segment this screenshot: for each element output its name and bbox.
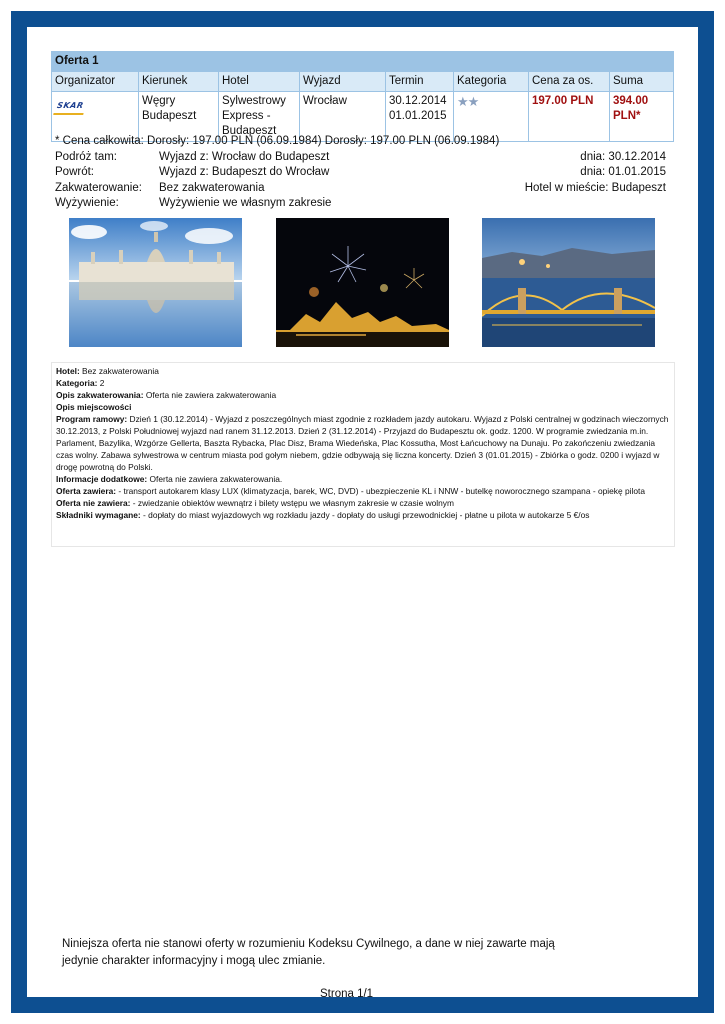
total-currency: PLN* — [613, 110, 641, 122]
offer-details — [51, 362, 675, 547]
header-organizer: Organizator — [52, 72, 139, 92]
outbound-date: dnia: 30.12.2014 — [580, 150, 666, 163]
total-price-note — [55, 134, 670, 150]
detail-category: Kategoria: 2 — [56, 378, 105, 388]
hotel-line-2: Express - — [222, 110, 271, 122]
term-end: 01.01.2015 — [389, 110, 447, 122]
fireworks-photo — [276, 218, 449, 347]
detail-hotel: Hotel: Bez zakwaterowania — [56, 366, 159, 376]
return-date: dnia: 01.01.2015 — [580, 166, 666, 179]
trip-summary — [55, 134, 670, 212]
meals-value: Wyżywienie we własnym zakresie — [159, 197, 332, 210]
hotel-line-3: Budapeszt — [222, 125, 277, 137]
total-price-note-text: * Cena całkowita: Dorosły: 197.00 PLN (06.09.1984) Dorosły: 197.00 PLN (06.09.1984) — [55, 135, 500, 147]
chain-bridge-photo — [482, 218, 655, 347]
detail-accommodation: Opis zakwaterowania: Oferta nie zawiera zakwaterowania — [56, 390, 277, 400]
header-total: Suma — [610, 72, 674, 92]
offer-table — [51, 51, 674, 142]
direction-city: Budapeszt — [142, 110, 197, 122]
page-number: Strona 1/1 — [320, 988, 374, 1000]
detail-includes: Oferta zawiera: - transport autokarem klasy LUX (klimatyzacja, barek, WC, DVD) - ubezpieczenie KL i NNW - butelkę noworocznego szampana - opiekę pilota — [56, 486, 645, 496]
detail-program: Program ramowy: Dzień 1 (30.12.2014) - Wyjazd z poszczególnych miast zgodnie z rozkładem jazdy autokaru. Wyjazd z Polski centralnej w godzinach wieczornych 30.12.2013, z Polski Południowej wyjazd nad ranem 31.12.2013. Dzień 2 (31.12.2014) - Przyjazd do Budapesztu ok. godz. 1200. W programie zwiedzania m.in. Parlament, Bazylika, Wzgórze Gellerta, Baszta Rybacka, Plac Disz, Brama Wiedeńska, Plac Kossutha, Most Łańcuchowy na Dunaju. Po zakończeniu zwiedzania czas wolny. Zabawa sylwestrowa w centrum miasta pod gołym niebem, gdzie odbywają się liczna koncerty. Dzień 3 (01.01.2015) - Zbiórka o godz. 0200 i wyjazd w drogę powrotną do Polski. — [56, 414, 669, 472]
meals-row — [55, 196, 670, 212]
price-per-person: 197.00 PLN — [529, 92, 610, 142]
detail-place-heading: Opis miejscowości — [56, 402, 132, 412]
offer-title: Oferta 1 — [52, 52, 674, 72]
disclaimer: Niniejsza oferta nie stanowi oferty w rozumieniu Kodeksu Cywilnego, a dane w niej zawarte mają jedynie charakter informacyjny i mogą ulec zmianie. — [62, 938, 555, 967]
departure-cell: Wrocław — [300, 92, 386, 142]
organizer-logo: SKAR — [53, 98, 87, 115]
header-category: Kategoria — [454, 72, 529, 92]
accommodation-label: Zakwaterowanie: — [55, 181, 142, 194]
outbound-value: Wyjazd z: Wrocław do Budapeszt — [159, 150, 330, 163]
outbound-label: Podróż tam: — [55, 150, 117, 163]
direction-country: Węgry — [142, 95, 176, 107]
detail-extra-info: Informacje dodatkowe: Oferta nie zawiera zakwaterowania. — [56, 474, 283, 484]
return-value: Wyjazd z: Budapeszt do Wrocław — [159, 166, 330, 179]
hotel-line-1: Sylwestrowy — [222, 95, 286, 107]
return-row — [55, 165, 670, 181]
header-direction: Kierunek — [139, 72, 219, 92]
header-price: Cena za os. — [529, 72, 610, 92]
star-icon: ★★ — [457, 94, 479, 109]
accommodation-value: Bez zakwaterowania — [159, 181, 265, 194]
accommodation-row — [55, 181, 670, 197]
meals-label: Wyżywienie: — [55, 197, 119, 210]
total-amount: 394.00 — [613, 95, 649, 107]
detail-required: Składniki wymagane: - dopłaty do miast wyjazdowych wg rozkładu jazdy - dopłaty do usługi przewodnickiej - płatne u pilota w autokarze 5 €/os — [56, 510, 590, 520]
term-start: 30.12.2014 — [389, 95, 447, 107]
header-hotel: Hotel — [219, 72, 300, 92]
parliament-photo — [69, 218, 242, 347]
header-departure: Wyjazd — [300, 72, 386, 92]
outbound-row — [55, 150, 670, 166]
header-term: Termin — [386, 72, 454, 92]
detail-excludes: Oferta nie zawiera: - zwiedzanie obiektów wewnątrz i bilety wstępu we własnym zakresie w czasie wolnym — [56, 498, 454, 508]
return-label: Powrót: — [55, 166, 94, 179]
accommodation-city: Hotel w mieście: Budapeszt — [524, 181, 666, 194]
